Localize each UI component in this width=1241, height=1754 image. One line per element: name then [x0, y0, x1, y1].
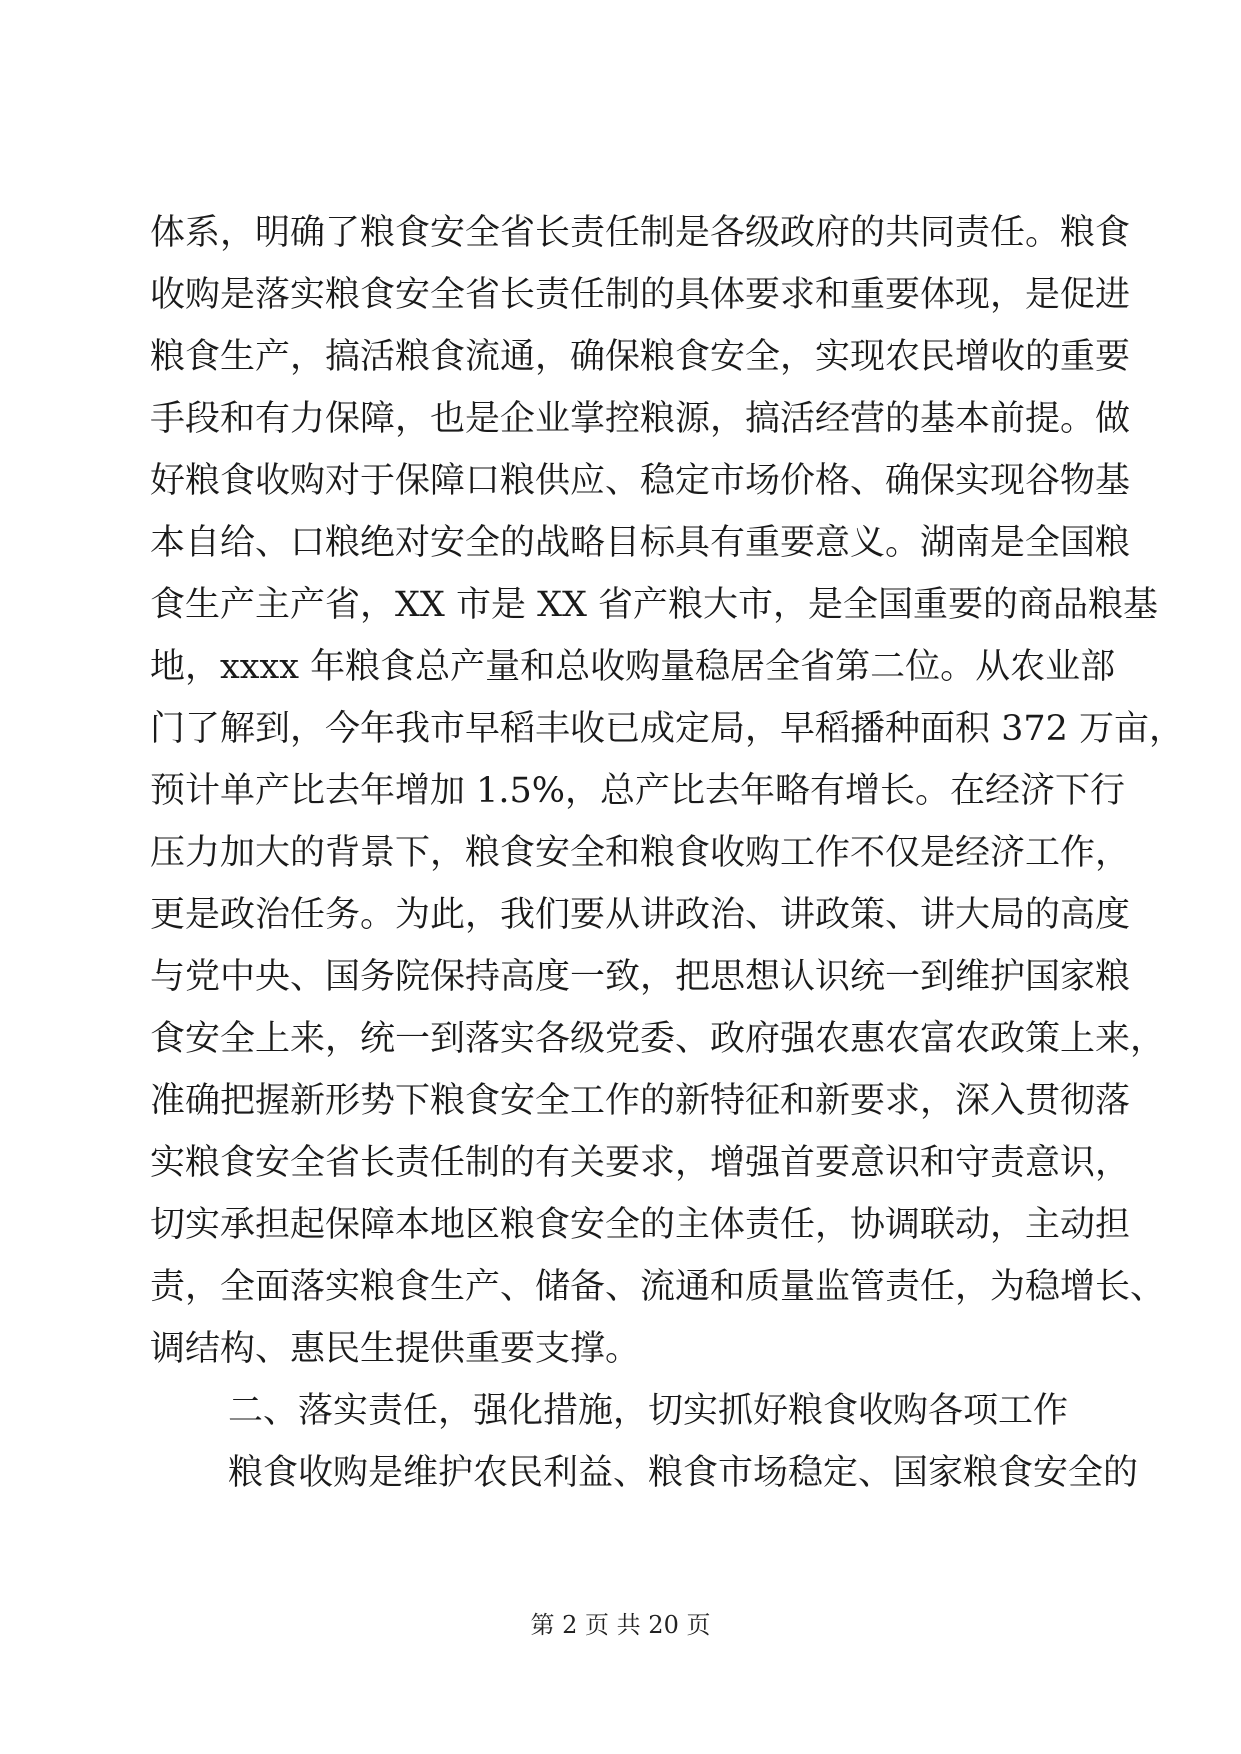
text-line: 体系，明确了粮食安全省长责任制是各级政府的共同责任。粮食 [150, 213, 1131, 253]
text-line: 调结构、惠民生提供重要支撑。 [150, 1329, 641, 1369]
text-line: 食安全上来，统一到落实各级党委、政府强农惠农富农政策上来， [150, 1019, 1166, 1059]
text-line: 收购是落实粮食安全省长责任制的具体要求和重要体现，是促进 [150, 275, 1131, 315]
text-line: 本自给、口粮绝对安全的战略目标具有重要意义。湖南是全国粮 [150, 523, 1131, 563]
text-line: 手段和有力保障，也是企业掌控粮源，搞活经营的基本前提。做 [150, 399, 1131, 439]
page-footer: 第 2 页 共 20 页 [530, 1611, 711, 1639]
text-line: 实粮食安全省长责任制的有关要求，增强首要意识和守责意识， [150, 1143, 1131, 1183]
section-heading: 二、落实责任，强化措施，切实抓好粮食收购各项工作 [228, 1391, 1069, 1431]
text-line: 切实承担起保障本地区粮食安全的主体责任，协调联动，主动担 [150, 1205, 1131, 1245]
text-line: 地，xxxx 年粮食总产量和总收购量稳居全省第二位。从农业部 [150, 647, 1116, 687]
text-line: 责，全面落实粮食生产、储备、流通和质量监管责任，为稳增长、 [150, 1267, 1166, 1307]
text-line: 与党中央、国务院保持高度一致，把思想认识统一到维护国家粮 [150, 957, 1131, 997]
text-line: 压力加大的背景下，粮食安全和粮食收购工作不仅是经济工作， [150, 833, 1131, 873]
text-line: 门了解到，今年我市早稻丰收已成定局，早稻播种面积 372 万亩， [150, 709, 1185, 749]
text-line: 粮食生产，搞活粮食流通，确保粮食安全，实现农民增收的重要 [150, 337, 1131, 377]
text-line: 预计单产比去年增加 1.5%，总产比去年略有增长。在经济下行 [150, 771, 1126, 811]
text-line: 更是政治任务。为此，我们要从讲政治、讲政策、讲大局的高度 [150, 895, 1131, 935]
text-line: 粮食收购是维护农民利益、粮食市场稳定、国家粮食安全的 [228, 1453, 1139, 1493]
text-line: 好粮食收购对于保障口粮供应、稳定市场价格、确保实现谷物基 [150, 461, 1131, 501]
text-line: 食生产主产省，XX 市是 XX 省产粮大市，是全国重要的商品粮基 [150, 585, 1159, 625]
text-line: 准确把握新形势下粮食安全工作的新特征和新要求，深入贯彻落 [150, 1081, 1131, 1121]
